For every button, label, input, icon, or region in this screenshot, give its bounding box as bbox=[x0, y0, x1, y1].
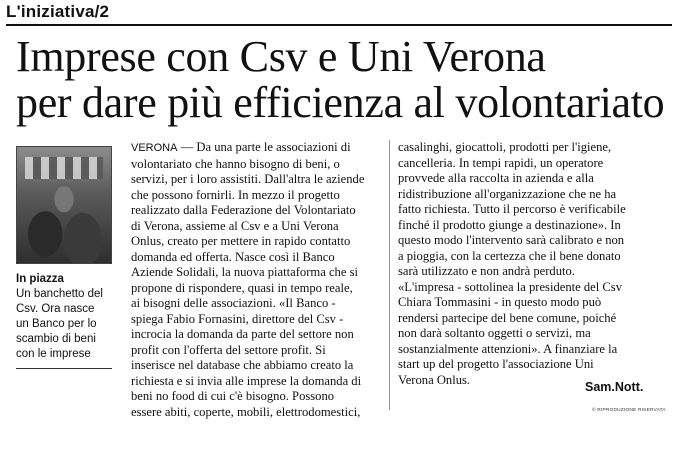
column-line: cancelleria. In tempi rapidi, un operatore bbox=[398, 155, 604, 170]
column-line: start up del progetto l'associazione Uni bbox=[398, 357, 594, 371]
headline bbox=[16, 34, 666, 126]
column-line: spiega Fabio Fornasini, direttore del Csv - bbox=[131, 311, 344, 326]
caption-line: Csv. Ora nasce bbox=[16, 303, 95, 315]
column-line: che possono fornirli. In mezzo il progetto bbox=[131, 187, 340, 202]
caption-rule bbox=[16, 368, 112, 369]
column-line: volontariato che hanno bisogno di beni, o bbox=[131, 156, 340, 171]
column-line: non darà soltanto oggetti o servizi, ma bbox=[398, 326, 591, 340]
author-signature: Sam.Nott. bbox=[585, 380, 644, 394]
photo-caption bbox=[16, 272, 116, 369]
article-column-2 bbox=[398, 140, 654, 388]
column-line: VERONA — Da una parte le associazioni di bbox=[131, 140, 351, 154]
caption-line: con le imprese bbox=[16, 348, 91, 360]
headline-line-1: Imprese con Csv e Uni Verona bbox=[16, 32, 546, 81]
column-line: questo modo l'intervento sarà calibrato e non bbox=[398, 233, 625, 247]
column-line: casalinghi, giocattoli, prodotti per l'igiene, bbox=[398, 140, 612, 154]
column-line: sostanzialmente attenzioni». A finanziare la bbox=[398, 341, 618, 356]
article-column-1 bbox=[131, 140, 383, 420]
column-line: beni no food di cui c'è bisogno. Possono bbox=[131, 389, 335, 403]
caption-line: un Banco per lo bbox=[16, 318, 97, 330]
caption-line: Un banchetto del bbox=[16, 288, 103, 300]
column-line: ai bisogni delle associazioni. «Il Banco - bbox=[131, 296, 336, 310]
caption-line: scambio di beni bbox=[16, 333, 96, 345]
column-line: profit con l'offerta del settore profit. Si bbox=[131, 342, 326, 357]
column-line: rendersi partecipe del bene comune, poiché bbox=[398, 310, 617, 325]
column-line: di Verona, assieme al Csv e a Uni Verona bbox=[131, 218, 339, 233]
market-stall-photo bbox=[16, 146, 112, 264]
column-divider bbox=[389, 140, 390, 410]
column-line: Verona Onlus. bbox=[398, 372, 471, 387]
column-line: inserisce nel database che abbiamo creato la bbox=[131, 358, 354, 372]
column-line: domanda ed offerta. Nasce così il Banco bbox=[131, 249, 335, 264]
column-line: ridistribuzione all'organizzazione che ne ha bbox=[398, 186, 617, 201]
column-line: finché il prodotto giunge a destinazione». In bbox=[398, 217, 621, 232]
column-line: incrocia la domanda da parte del settore non bbox=[131, 327, 354, 341]
column-line: provvede alla raccolta in azienda e alla bbox=[398, 171, 594, 185]
column-line: Aziende Solidali, la nuova piattaforma che si bbox=[131, 265, 358, 279]
column-line: sarà utilizzato e non andrà perduto. bbox=[398, 264, 575, 278]
dateline: VERONA bbox=[131, 142, 178, 154]
column-line: realizzato dalla Federazione del Volontariato bbox=[131, 203, 356, 217]
column-line: Onlus, creato per mettere in rapido contatto bbox=[131, 234, 351, 248]
column-line: richiesta e si invia alle imprese la domanda di bbox=[131, 373, 362, 388]
photo-awning bbox=[25, 157, 103, 179]
headline-line-2: per dare più efficienza al volontariato bbox=[16, 78, 665, 127]
column-line: «L'impresa - sottolinea la presidente del Csv bbox=[398, 279, 623, 294]
top-rule bbox=[6, 24, 672, 26]
column-line: fatto richiesta. Tutto il percorso è verificabile bbox=[398, 202, 626, 216]
column-line: Chiara Tommasini - in questo modo può bbox=[398, 295, 602, 309]
column-line: essere abiti, coperte, mobili, elettrodomestici, bbox=[131, 404, 361, 419]
copyright-credit: © RIPRODUZIONE RISERVATA bbox=[592, 408, 666, 413]
caption-title: In piazza bbox=[16, 273, 64, 285]
section-label: L'iniziativa/2 bbox=[6, 2, 110, 21]
column-line: propone di rispondere, quasi in tempo reale, bbox=[131, 280, 353, 295]
column-line: servizi, per i loro assistiti. Dall'altra le aziende bbox=[131, 172, 365, 186]
column-line: a pioggia, con la certezza che il bene donato bbox=[398, 248, 621, 263]
